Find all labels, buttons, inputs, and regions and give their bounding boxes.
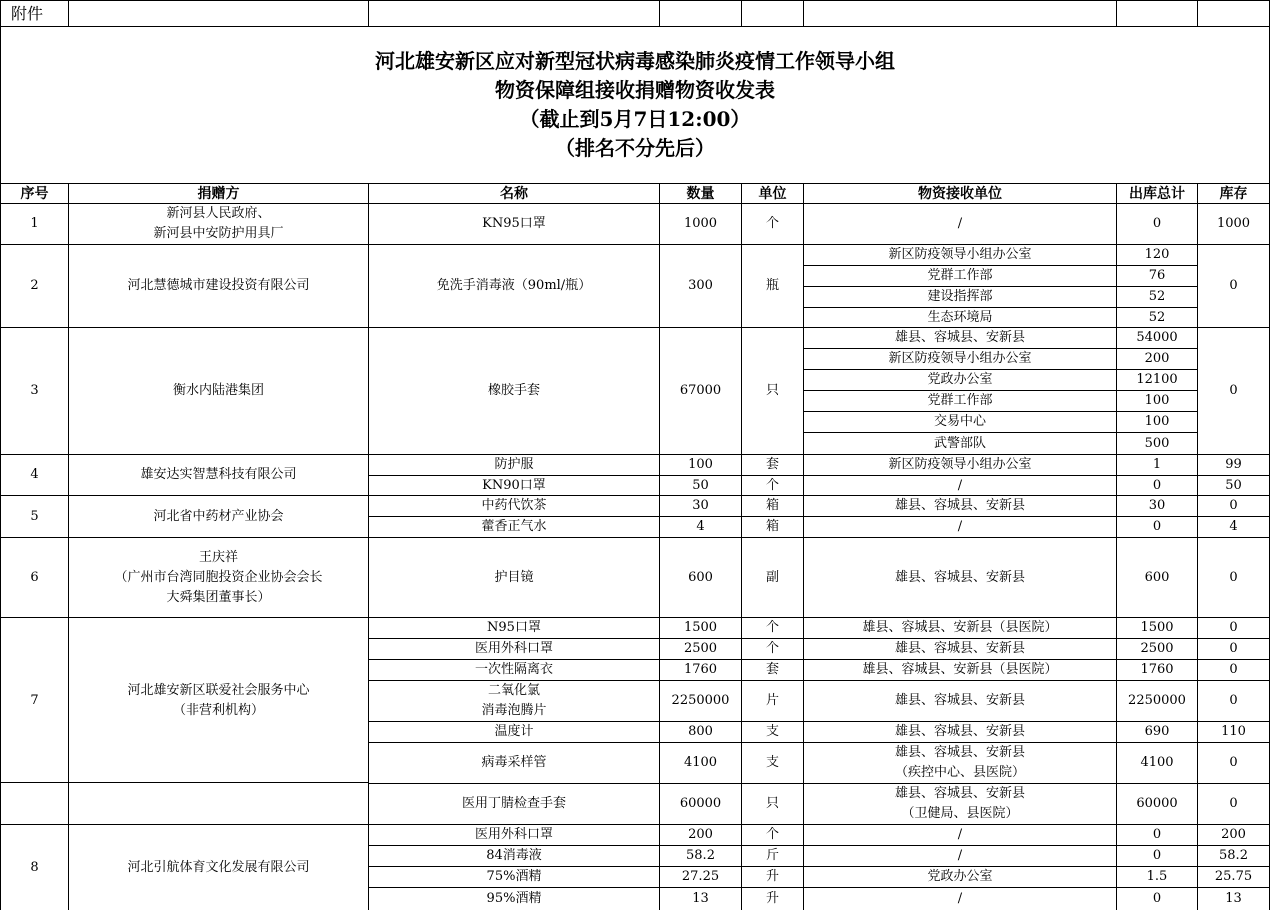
row6-donor: [68, 537, 369, 618]
row6-qty: 600: [659, 537, 742, 618]
row7-item5-out-total: 690: [1116, 721, 1198, 743]
header-seq: 序号: [0, 183, 69, 204]
row7-item6-receiver-line2: （疾控中心、县医院）: [894, 765, 1025, 780]
row8-item4-out-total: 0: [1116, 887, 1198, 910]
row2-name: 免洗手消毒液（90ml/瓶）: [368, 244, 660, 328]
header-unit: 单位: [741, 183, 804, 204]
row7b-receiver-line1: 雄县、容城县、安新县: [894, 786, 1025, 801]
row2-receiver-3: 建设指挥部: [803, 286, 1117, 308]
row1-name: KN95口罩: [368, 203, 660, 245]
title-line-4: （排名不分先后）: [555, 136, 715, 160]
attachment-label: 附件: [0, 0, 69, 27]
row7-item5-unit: 支: [741, 721, 804, 743]
row5-item1-receiver: 雄县、容城县、安新县: [803, 495, 1117, 517]
row7-item3-qty: 1760: [659, 659, 742, 681]
row6-unit: 副: [741, 537, 804, 618]
row7-item6-receiver: [803, 742, 1117, 784]
row4-item2-receiver: /: [803, 475, 1117, 496]
row7-seq: 7: [0, 617, 69, 783]
header-out-total: 出库总计: [1116, 183, 1198, 204]
row7-item4-name-line2: 消毒泡腾片: [481, 703, 547, 718]
row7-item1-out-total: 1500: [1116, 617, 1198, 639]
blank-cell: [1197, 0, 1270, 27]
row8-item4-receiver: /: [803, 887, 1117, 910]
row6-donor-line1: 王庆祥: [198, 549, 238, 565]
row4-seq: 4: [0, 454, 69, 496]
row7-item1-qty: 1500: [659, 617, 742, 639]
row2-seq: 2: [0, 244, 69, 328]
row7-item6-qty: 4100: [659, 742, 742, 784]
row8-item3-qty: 27.25: [659, 866, 742, 888]
row1-stock: 1000: [1197, 203, 1270, 245]
row1-donor: [68, 203, 369, 245]
row2-unit: 瓶: [741, 244, 804, 328]
row7-item4-unit: 片: [741, 680, 804, 722]
row5-item2-name: 藿香正气水: [368, 516, 660, 538]
row6-name: 护目镜: [368, 537, 660, 618]
row4-item2-unit: 个: [741, 475, 804, 496]
row7-item6-stock: 0: [1197, 742, 1270, 784]
row7b-qty: 60000: [659, 783, 742, 825]
row8-item4-unit: 升: [741, 887, 804, 910]
row7-donor-line2: （非营利机构）: [172, 702, 264, 718]
row8-item4-name: 95%酒精: [368, 887, 660, 910]
page-title: [0, 26, 1270, 184]
row6-out-total: 600: [1116, 537, 1198, 618]
row7-item4-stock: 0: [1197, 680, 1270, 722]
row7b-receiver: [803, 783, 1117, 825]
row1-donor-line1: 新河县人民政府、: [166, 206, 271, 221]
row2-donor: 河北慧德城市建设投资有限公司: [68, 244, 369, 328]
row3-receiver-4: 党群工作部: [803, 390, 1117, 412]
row2-count-4: 52: [1116, 307, 1198, 328]
row7-donor-line1: 河北雄安新区联爱社会服务中心: [127, 682, 310, 698]
row7-item3-unit: 套: [741, 659, 804, 681]
row8-item2-out-total: 0: [1116, 845, 1198, 867]
row7-item6-receiver-line1: 雄县、容城县、安新县: [894, 745, 1025, 760]
row7-item4-out-total: 2250000: [1116, 680, 1198, 722]
row5-item2-qty: 4: [659, 516, 742, 538]
row2-receiver-1: 新区防疫领导小组办公室: [803, 244, 1117, 266]
header-name: 名称: [368, 183, 660, 204]
row7b-receiver-line2: （卫健局、县医院）: [901, 806, 1019, 821]
row3-name: 橡胶手套: [368, 327, 660, 455]
header-donor: 捐赠方: [68, 183, 369, 204]
row3-count-6: 500: [1116, 432, 1198, 455]
row3-receiver-6: 武警部队: [803, 432, 1117, 455]
row3-receiver-3: 党政办公室: [803, 369, 1117, 391]
row7-item4-name: [368, 680, 660, 722]
row5-item2-unit: 箱: [741, 516, 804, 538]
row3-unit: 只: [741, 327, 804, 455]
row8-item1-unit: 个: [741, 824, 804, 846]
row3-qty: 67000: [659, 327, 742, 455]
row2-count-3: 52: [1116, 286, 1198, 308]
row7-item3-out-total: 1760: [1116, 659, 1198, 681]
row2-receiver-2: 党群工作部: [803, 265, 1117, 287]
row7-item6-unit: 支: [741, 742, 804, 784]
row8-item2-receiver: /: [803, 845, 1117, 867]
row8-item2-stock: 58.2: [1197, 845, 1270, 867]
row7-item4-name-line1: 二氧化氯: [487, 683, 540, 698]
header-stock: 库存: [1197, 183, 1270, 204]
row7-item1-unit: 个: [741, 617, 804, 639]
row5-item1-name: 中药代饮茶: [368, 495, 660, 517]
row8-item1-out-total: 0: [1116, 824, 1198, 846]
row7-item1-stock: 0: [1197, 617, 1270, 639]
row7-item3-stock: 0: [1197, 659, 1270, 681]
row7b-stock: 0: [1197, 783, 1270, 825]
row3-count-2: 200: [1116, 348, 1198, 370]
row6-donor-line3: 大舜集团董事长）: [166, 589, 271, 605]
row4-item2-stock: 50: [1197, 475, 1270, 496]
row6-stock: 0: [1197, 537, 1270, 618]
row7b-seq-blank: [0, 782, 69, 825]
row6-donor-line2: （广州市台湾同胞投资企业协会会长: [114, 569, 323, 585]
row7-item5-qty: 800: [659, 721, 742, 743]
row3-donor: 衡水内陆港集团: [68, 327, 369, 455]
row4-item1-unit: 套: [741, 454, 804, 476]
row4-item2-name: KN90口罩: [368, 475, 660, 496]
row7b-out-total: 60000: [1116, 783, 1198, 825]
row3-receiver-5: 交易中心: [803, 411, 1117, 433]
blank-cell: [803, 0, 1117, 27]
row5-seq: 5: [0, 495, 69, 538]
row7b-donor-blank: [68, 782, 369, 825]
row8-item3-stock: 25.75: [1197, 866, 1270, 888]
title-line-2: 物资保障组接收捐赠物资收发表: [495, 78, 775, 102]
row1-receiver: /: [803, 203, 1117, 245]
row3-seq: 3: [0, 327, 69, 455]
row1-out-total: 0: [1116, 203, 1198, 245]
row7-item4-receiver: 雄县、容城县、安新县: [803, 680, 1117, 722]
row5-item2-out-total: 0: [1116, 516, 1198, 538]
row7-item5-name: 温度计: [368, 721, 660, 743]
row7-item5-receiver: 雄县、容城县、安新县: [803, 721, 1117, 743]
row7b-unit: 只: [741, 783, 804, 825]
blank-cell: [68, 0, 369, 27]
row8-item2-name: 84消毒液: [368, 845, 660, 867]
row5-item2-stock: 4: [1197, 516, 1270, 538]
row8-item3-out-total: 1.5: [1116, 866, 1198, 888]
blank-cell: [741, 0, 804, 27]
row6-seq: 6: [0, 537, 69, 618]
row1-unit: 个: [741, 203, 804, 245]
row8-item3-name: 75%酒精: [368, 866, 660, 888]
row7b-name: 医用丁腈检查手套: [368, 783, 660, 825]
row7-item2-unit: 个: [741, 638, 804, 660]
row5-donor: 河北省中药材产业协会: [68, 495, 369, 538]
row7-donor: [68, 617, 369, 783]
row4-donor: 雄安达实智慧科技有限公司: [68, 454, 369, 496]
row4-item1-qty: 100: [659, 454, 742, 476]
row3-count-4: 100: [1116, 390, 1198, 412]
row8-item2-qty: 58.2: [659, 845, 742, 867]
row5-item1-out-total: 30: [1116, 495, 1198, 517]
row8-seq: 8: [0, 824, 69, 910]
row7-item6-name: 病毒采样管: [368, 742, 660, 784]
header-qty: 数量: [659, 183, 742, 204]
row2-stock: 0: [1197, 244, 1270, 328]
row7-item1-name: N95口罩: [368, 617, 660, 639]
row3-receiver-2: 新区防疫领导小组办公室: [803, 348, 1117, 370]
row4-item1-name: 防护服: [368, 454, 660, 476]
row8-item4-qty: 13: [659, 887, 742, 910]
row8-item2-unit: 斤: [741, 845, 804, 867]
row7-item6-out-total: 4100: [1116, 742, 1198, 784]
row5-item1-stock: 0: [1197, 495, 1270, 517]
row7-item2-out-total: 2500: [1116, 638, 1198, 660]
row3-stock: 0: [1197, 327, 1270, 455]
row7-item1-receiver: 雄县、容城县、安新县（县医院）: [803, 617, 1117, 639]
row1-donor-line2: 新河县中安防护用具厂: [153, 226, 284, 241]
blank-cell: [659, 0, 742, 27]
row8-item3-unit: 升: [741, 866, 804, 888]
row4-item2-qty: 50: [659, 475, 742, 496]
row7-item3-name: 一次性隔离衣: [368, 659, 660, 681]
row3-count-1: 54000: [1116, 327, 1198, 349]
row2-count-1: 120: [1116, 244, 1198, 266]
title-line-3: （截止到5月7日12:00）: [519, 107, 751, 131]
row4-item1-out-total: 1: [1116, 454, 1198, 476]
row7-item3-receiver: 雄县、容城县、安新县（县医院）: [803, 659, 1117, 681]
row7-item4-qty: 2250000: [659, 680, 742, 722]
row3-receiver-1: 雄县、容城县、安新县: [803, 327, 1117, 349]
row8-item4-stock: 13: [1197, 887, 1270, 910]
row7-item2-qty: 2500: [659, 638, 742, 660]
row1-seq: 1: [0, 203, 69, 245]
row1-qty: 1000: [659, 203, 742, 245]
header-receiver: 物资接收单位: [803, 183, 1117, 204]
row8-item1-stock: 200: [1197, 824, 1270, 846]
row7-item2-name: 医用外科口罩: [368, 638, 660, 660]
row4-item1-stock: 99: [1197, 454, 1270, 476]
row3-count-5: 100: [1116, 411, 1198, 433]
row8-item1-name: 医用外科口罩: [368, 824, 660, 846]
row4-item1-receiver: 新区防疫领导小组办公室: [803, 454, 1117, 476]
row5-item1-unit: 箱: [741, 495, 804, 517]
row7-item2-receiver: 雄县、容城县、安新县: [803, 638, 1117, 660]
row5-item2-receiver: /: [803, 516, 1117, 538]
row8-donor: 河北引航体育文化发展有限公司: [68, 824, 369, 910]
row7-item5-stock: 110: [1197, 721, 1270, 743]
row6-receiver: 雄县、容城县、安新县: [803, 537, 1117, 618]
row8-item1-receiver: /: [803, 824, 1117, 846]
blank-cell: [368, 0, 660, 27]
row5-item1-qty: 30: [659, 495, 742, 517]
blank-cell: [1116, 0, 1198, 27]
row8-item1-qty: 200: [659, 824, 742, 846]
title-line-1: 河北雄安新区应对新型冠状病毒感染肺炎疫情工作领导小组: [375, 49, 895, 73]
row2-receiver-4: 生态环境局: [803, 307, 1117, 328]
row3-count-3: 12100: [1116, 369, 1198, 391]
row4-item2-out-total: 0: [1116, 475, 1198, 496]
row7-item2-stock: 0: [1197, 638, 1270, 660]
row8-item3-receiver: 党政办公室: [803, 866, 1117, 888]
row2-count-2: 76: [1116, 265, 1198, 287]
row2-qty: 300: [659, 244, 742, 328]
